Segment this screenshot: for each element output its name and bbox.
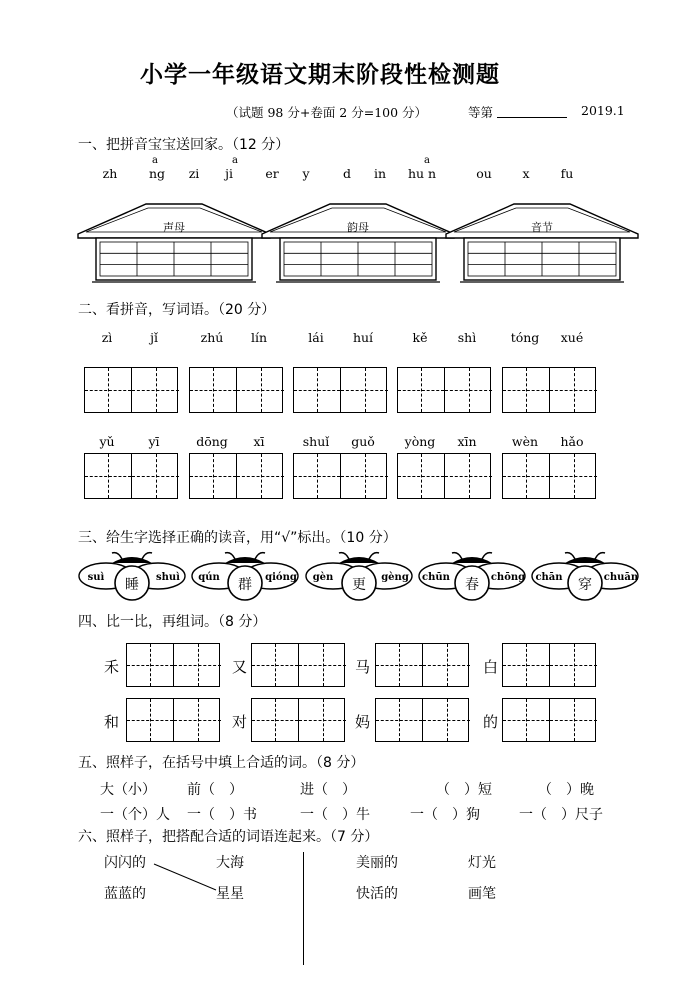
compare-char: 白 — [483, 658, 499, 676]
pinyin-item: zh — [102, 166, 118, 181]
grid-dash — [190, 390, 236, 391]
tian-grid[interactable] — [397, 453, 491, 499]
tian-grid[interactable] — [293, 453, 387, 499]
tian-grid[interactable] — [84, 453, 178, 499]
antenna — [369, 553, 379, 559]
antenna — [565, 553, 575, 559]
antenna — [255, 553, 265, 559]
antenna — [112, 553, 122, 559]
pinyin-syllable: jǐ — [150, 330, 158, 345]
pinyin-item: x — [522, 166, 530, 181]
grid-dash — [398, 390, 444, 391]
pinyin-option-right: chōng — [490, 572, 526, 583]
grid-cell[interactable] — [252, 699, 299, 741]
grid-dash — [503, 476, 549, 477]
butterfly-option — [531, 549, 639, 601]
pinyin-item: ou — [476, 166, 492, 181]
fill-item[interactable]: （ ）晚 — [538, 782, 594, 798]
grid-dash — [294, 390, 340, 391]
pinyin-syllable: lín — [250, 330, 268, 345]
fill-item[interactable]: （ ）短 — [436, 782, 492, 798]
pinyin-item: in — [373, 166, 387, 181]
match-right-a-1[interactable]: 美丽的 — [356, 855, 398, 871]
grid-cell[interactable] — [174, 644, 221, 686]
match-right-b-2[interactable]: 画笔 — [468, 886, 496, 902]
grid-cell[interactable] — [398, 454, 445, 498]
grid-cell[interactable] — [341, 368, 388, 412]
grid-cell[interactable] — [190, 368, 237, 412]
grid-cell[interactable] — [445, 368, 492, 412]
grid-cell[interactable] — [503, 644, 550, 686]
antenna — [482, 553, 492, 559]
tone-accent: a — [152, 155, 158, 166]
fill-item[interactable]: 大（小） — [100, 782, 156, 798]
tian-grid[interactable] — [189, 453, 283, 499]
exam-date: 2019.1 — [581, 103, 625, 118]
pinyin-syllable: kě — [412, 330, 428, 345]
grid-cell[interactable] — [550, 699, 597, 741]
hanzi: 群 — [238, 577, 252, 593]
grid-dash — [174, 720, 221, 721]
antenna — [595, 553, 605, 559]
antenna — [452, 553, 462, 559]
compare-char: 和 — [104, 713, 120, 731]
wing-top — [225, 557, 265, 563]
tian-grid[interactable] — [502, 698, 596, 742]
match-left-a-2[interactable]: 蓝蓝的 — [104, 886, 146, 902]
butterfly-option — [78, 549, 186, 601]
fill-item[interactable]: 前（ ） — [187, 782, 243, 798]
grid-cell[interactable] — [376, 644, 423, 686]
tian-grid[interactable] — [189, 367, 283, 413]
pinyin-syllable: yī — [148, 434, 160, 449]
grid-cell[interactable] — [294, 368, 341, 412]
pinyin-syllable: yòng — [404, 434, 436, 449]
compare-char: 禾 — [104, 658, 120, 676]
match-left-b-1[interactable]: 大海 — [216, 855, 244, 871]
pinyin-item: er — [265, 166, 279, 181]
grid-cell[interactable] — [550, 644, 597, 686]
pinyin-syllable: shì — [457, 330, 477, 345]
pinyin-syllable: wèn — [511, 434, 539, 449]
grid-dash — [237, 390, 284, 391]
grid-dash — [294, 476, 340, 477]
page-title: 小学一年级语文期末阶段性检测题 — [140, 62, 500, 88]
grid-cell[interactable] — [503, 454, 550, 498]
fill-item[interactable]: 一（ ）牛 — [300, 807, 370, 823]
grid-dash — [503, 720, 549, 721]
section-1-heading: 一、把拼音宝宝送回家。（12 分） — [78, 137, 290, 153]
antenna — [225, 553, 235, 559]
grid-cell[interactable] — [174, 699, 221, 741]
grid-dash — [132, 476, 179, 477]
grid-cell[interactable] — [503, 699, 550, 741]
grid-dash — [550, 665, 597, 666]
match-right-a-2[interactable]: 快活的 — [356, 886, 398, 902]
pinyin-option-left: suì — [87, 572, 105, 583]
grid-dash — [398, 476, 444, 477]
pinyin-syllable: huí — [352, 330, 374, 345]
grid-cell[interactable] — [398, 368, 445, 412]
pinyin-option-right: chuān — [603, 572, 639, 583]
pinyin-syllable: lái — [308, 330, 324, 345]
grid-cell[interactable] — [294, 454, 341, 498]
hanzi: 睡 — [125, 577, 139, 593]
grid-dash — [445, 476, 492, 477]
grid-cell[interactable] — [237, 454, 284, 498]
grid-cell[interactable] — [132, 454, 179, 498]
house-label: 声母 — [163, 221, 185, 234]
pinyin-syllable: guǒ — [351, 434, 375, 449]
grid-dash — [85, 476, 131, 477]
fill-item[interactable]: 一（ ）书 — [187, 807, 257, 823]
fill-item[interactable]: 一（个）人 — [100, 807, 170, 823]
grid-dash — [445, 390, 492, 391]
grid-cell[interactable] — [423, 644, 470, 686]
grid-cell[interactable] — [299, 644, 346, 686]
pinyin-option-left: chūn — [422, 572, 450, 583]
pinyin-option-left: gèn — [312, 572, 334, 583]
butterfly-option — [305, 549, 413, 601]
pinyin-item: d — [342, 166, 351, 181]
grid-cell[interactable] — [85, 454, 132, 498]
grid-dash — [237, 476, 284, 477]
grid-dash — [85, 390, 131, 391]
example-connector-line — [150, 860, 220, 894]
grid-dash — [341, 390, 388, 391]
grid-cell[interactable] — [252, 644, 299, 686]
match-left-b-2[interactable]: 星星 — [216, 886, 244, 902]
pinyin-item: ji — [225, 166, 233, 181]
grid-cell[interactable] — [341, 454, 388, 498]
tian-grid[interactable] — [126, 698, 220, 742]
grid-dash — [252, 665, 298, 666]
grid-cell[interactable] — [132, 368, 179, 412]
grid-cell[interactable] — [550, 368, 597, 412]
wing-top — [339, 557, 379, 563]
match-left-a-1[interactable]: 闪闪的 — [104, 855, 146, 871]
fill-item[interactable]: 一（ ）狗 — [410, 807, 480, 823]
grid-cell[interactable] — [127, 644, 174, 686]
tian-grid[interactable] — [126, 643, 220, 687]
grid-dash — [550, 390, 597, 391]
fill-item[interactable]: 进（ ） — [300, 782, 356, 798]
pinyin-syllable: zhú — [200, 330, 224, 345]
grid-dash — [376, 720, 422, 721]
grid-cell[interactable] — [127, 699, 174, 741]
pinyin-syllable: shuǐ — [302, 434, 330, 449]
grid-dash — [252, 720, 298, 721]
grade-blank[interactable] — [497, 117, 567, 118]
grid-cell[interactable] — [85, 368, 132, 412]
grid-dash — [132, 390, 179, 391]
hanzi: 穿 — [578, 577, 592, 593]
tian-grid[interactable] — [502, 643, 596, 687]
section-6-divider — [303, 852, 304, 965]
pinyin-syllable: tóng — [510, 330, 540, 345]
pinyin-item: fu — [560, 166, 574, 181]
grid-dash — [341, 476, 388, 477]
pinyin-syllable: hǎo — [560, 434, 584, 449]
wing-top — [565, 557, 605, 563]
wing-top — [452, 557, 492, 563]
pinyin-item: y — [302, 166, 310, 181]
butterfly-option — [418, 549, 526, 601]
section-1-houses — [76, 202, 646, 284]
grid-cell[interactable] — [503, 368, 550, 412]
pinyin-item: hu n — [407, 166, 437, 181]
house-label: 音节 — [531, 221, 553, 234]
grid-cell[interactable] — [423, 699, 470, 741]
pinyin-option-left: qún — [198, 572, 220, 583]
grid-cell[interactable] — [237, 368, 284, 412]
grid-dash — [550, 476, 597, 477]
tian-grid[interactable] — [375, 698, 469, 742]
grid-cell[interactable] — [190, 454, 237, 498]
tian-grid[interactable] — [84, 367, 178, 413]
tian-grid[interactable] — [251, 643, 345, 687]
tian-grid[interactable] — [293, 367, 387, 413]
compare-char: 马 — [355, 658, 371, 676]
tian-grid[interactable] — [397, 367, 491, 413]
section-4-heading: 四、比一比，再组词。（8 分） — [78, 614, 267, 630]
hanzi: 春 — [465, 577, 479, 593]
tian-grid[interactable] — [502, 453, 596, 499]
section-2-heading: 二、看拼音，写词语。（20 分） — [78, 302, 276, 318]
pinyin-option-left: chān — [535, 572, 563, 583]
grid-cell[interactable] — [445, 454, 492, 498]
match-right-b-1[interactable]: 灯光 — [468, 855, 496, 871]
grid-dash — [503, 665, 549, 666]
grid-dash — [550, 720, 597, 721]
grid-cell[interactable] — [299, 699, 346, 741]
pinyin-syllable: yǔ — [99, 434, 115, 449]
fill-item[interactable]: 一（ ）尺子 — [519, 807, 603, 823]
grid-cell[interactable] — [550, 454, 597, 498]
tone-accent: a — [232, 155, 238, 166]
pinyin-option-right: shuì — [156, 572, 180, 583]
pinyin-syllable: dōng — [196, 434, 228, 449]
pinyin-syllable: xué — [560, 330, 584, 345]
tian-grid[interactable] — [375, 643, 469, 687]
compare-char: 妈 — [355, 713, 371, 731]
grid-dash — [423, 720, 470, 721]
butterfly-option — [191, 549, 299, 601]
grid-dash — [299, 720, 346, 721]
grid-dash — [503, 390, 549, 391]
compare-char: 的 — [483, 713, 499, 731]
grid-dash — [423, 665, 470, 666]
grid-dash — [127, 720, 173, 721]
grid-cell[interactable] — [376, 699, 423, 741]
pinyin-syllable: xīn — [457, 434, 477, 449]
grid-dash — [174, 665, 221, 666]
tian-grid[interactable] — [251, 698, 345, 742]
section-5-heading: 五、照样子，在括号中填上合适的词。（8 分） — [78, 755, 365, 771]
antenna — [339, 553, 349, 559]
pinyin-syllable: xī — [253, 434, 265, 449]
grade-label: 等第 — [468, 105, 494, 120]
pinyin-option-right: gèng — [381, 572, 409, 583]
antenna — [142, 553, 152, 559]
house-label: 韵母 — [347, 221, 369, 234]
tone-accent: a — [424, 155, 430, 166]
grid-dash — [190, 476, 236, 477]
grid-dash — [376, 665, 422, 666]
tian-grid[interactable] — [502, 367, 596, 413]
section-3-heading: 三、给生字选择正确的读音，用“√”标出。（10 分） — [78, 530, 397, 546]
pinyin-item: ng — [148, 166, 166, 181]
grid-dash — [299, 665, 346, 666]
pinyin-option-right: qióng — [265, 572, 297, 583]
compare-char: 又 — [232, 658, 248, 676]
score-info: （试题 98 分+卷面 2 分=100 分） — [226, 105, 428, 120]
grid-dash — [127, 665, 173, 666]
pinyin-item: zi — [188, 166, 200, 181]
compare-char: 对 — [232, 713, 248, 731]
pinyin-syllable: zì — [101, 330, 113, 345]
section-6-heading: 六、照样子，把搭配合适的词语连起来。（7 分） — [78, 829, 379, 845]
wing-top — [112, 557, 152, 563]
hanzi: 更 — [352, 577, 366, 593]
